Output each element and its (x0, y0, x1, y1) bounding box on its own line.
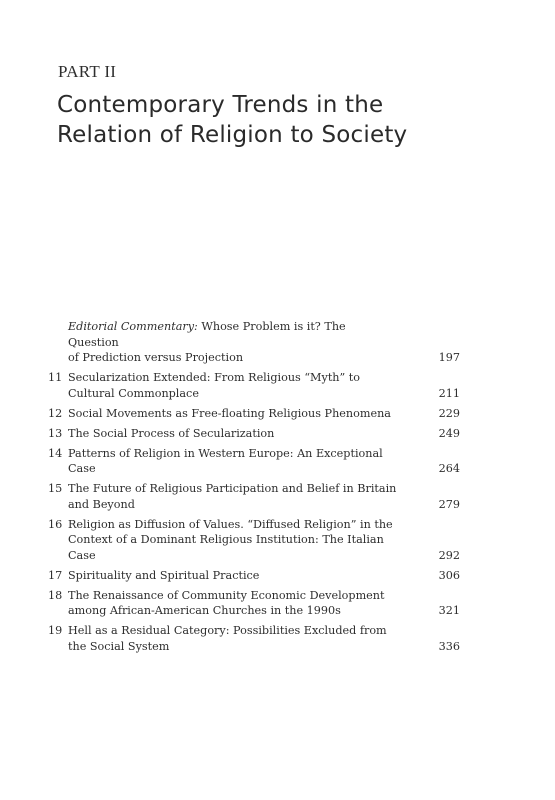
toc-entry-chapter-17[interactable] (48, 568, 460, 584)
toc-entry-title-line-1: Religion as Diffusion of Values. “Diffused Religion” in the (68, 517, 393, 531)
toc-entry-title-line-2: of Prediction versus Projection (68, 351, 244, 364)
toc-entry-title-line-2: the Social System (68, 639, 170, 653)
part-label: PART II (58, 62, 117, 81)
toc-entry-chapter-13[interactable] (48, 426, 460, 442)
toc-entry-title-line-1: Hell as a Residual Category: Possibilities Excluded from (68, 624, 387, 637)
toc-entry-title-line-1: Social Movements as Free-floating Religious Phenomena (68, 406, 391, 420)
toc-entry-title-line-1: Secularization Extended: From Religious “Myth” to (68, 371, 361, 384)
toc-entry-chapter-11[interactable] (48, 370, 460, 401)
toc-entry-page: 197 (438, 351, 460, 364)
toc-entry-title (68, 406, 398, 422)
toc-entry-title-line-1: The Renaissance of Community Economic Development (68, 588, 385, 602)
toc-entry-title (68, 426, 398, 442)
toc-entry-title-line-1: Patterns of Religion in Western Europe: An Exceptional (68, 446, 383, 460)
toc-entry-chapter-15[interactable] (48, 481, 460, 512)
part-title-line-2: Relation of Religion to Society (57, 122, 408, 148)
toc-entry-title (68, 446, 398, 477)
toc-entry-number: 13 (48, 426, 63, 440)
toc-entry-chapter-18[interactable] (48, 588, 460, 619)
toc-entry-page: 249 (438, 426, 460, 440)
toc-entry-number: 11 (48, 371, 63, 384)
toc-entry-title-line-2: Cultural Commonplace (68, 386, 199, 400)
toc-entry-number: 16 (48, 517, 63, 531)
toc-entry-title-italic: Editorial Commentary: (68, 320, 198, 333)
toc-entry-number: 19 (48, 624, 63, 637)
toc-entry-editorial[interactable] (48, 319, 460, 366)
toc-entry-title-line-1: The Social Process of Secularization (68, 426, 275, 440)
toc-entry-chapter-19[interactable] (48, 623, 460, 654)
toc-entry-page: 211 (438, 386, 460, 400)
toc-entry-title (68, 370, 398, 401)
toc-entry-number: 15 (48, 482, 63, 495)
toc-entry-title-line-1: Spirituality and Spiritual Practice (68, 568, 260, 582)
toc-entry-title-line-2: and Beyond (68, 497, 135, 511)
toc-entry-title (68, 623, 398, 654)
toc-entry-title-line-1: The Future of Religious Participation and Belief in Britain (68, 482, 397, 495)
toc-entry-title-line-2: among African-American Churches in the 1990s (68, 604, 341, 617)
toc-entry-number: 18 (48, 588, 63, 602)
toc-entry-number: 14 (48, 446, 63, 460)
toc-entry-chapter-12[interactable] (48, 406, 460, 422)
toc-entry-chapter-14[interactable] (48, 446, 460, 477)
toc-entry-title (68, 481, 398, 512)
toc-entry-page: 279 (438, 497, 460, 511)
toc-entry-page: 306 (438, 568, 460, 582)
toc-entry-title (68, 568, 398, 584)
toc-entry-page: 264 (438, 462, 460, 475)
toc-entry-page: 292 (438, 548, 460, 562)
toc-entry-title (68, 517, 398, 564)
toc-entry-number: 17 (48, 568, 63, 582)
toc-entry-title (68, 588, 398, 619)
table-of-contents (48, 319, 460, 659)
toc-entry-title-line-1: Whose Problem is it? The Question (68, 320, 346, 349)
toc-entry-number: 12 (48, 406, 63, 420)
toc-entry-title (68, 319, 398, 366)
toc-entry-title-line-3: Case (68, 548, 96, 562)
toc-entry-page: 229 (438, 406, 460, 420)
toc-entry-page: 321 (438, 604, 460, 617)
part-title (57, 90, 517, 150)
toc-entry-page: 336 (438, 639, 460, 653)
toc-entry-title-line-2: Case (68, 462, 96, 475)
part-title-line-1: Contemporary Trends in the (57, 92, 384, 118)
toc-entry-title-line-2: Context of a Dominant Religious Institution: The Italian (68, 533, 384, 546)
toc-entry-chapter-16[interactable] (48, 517, 460, 564)
